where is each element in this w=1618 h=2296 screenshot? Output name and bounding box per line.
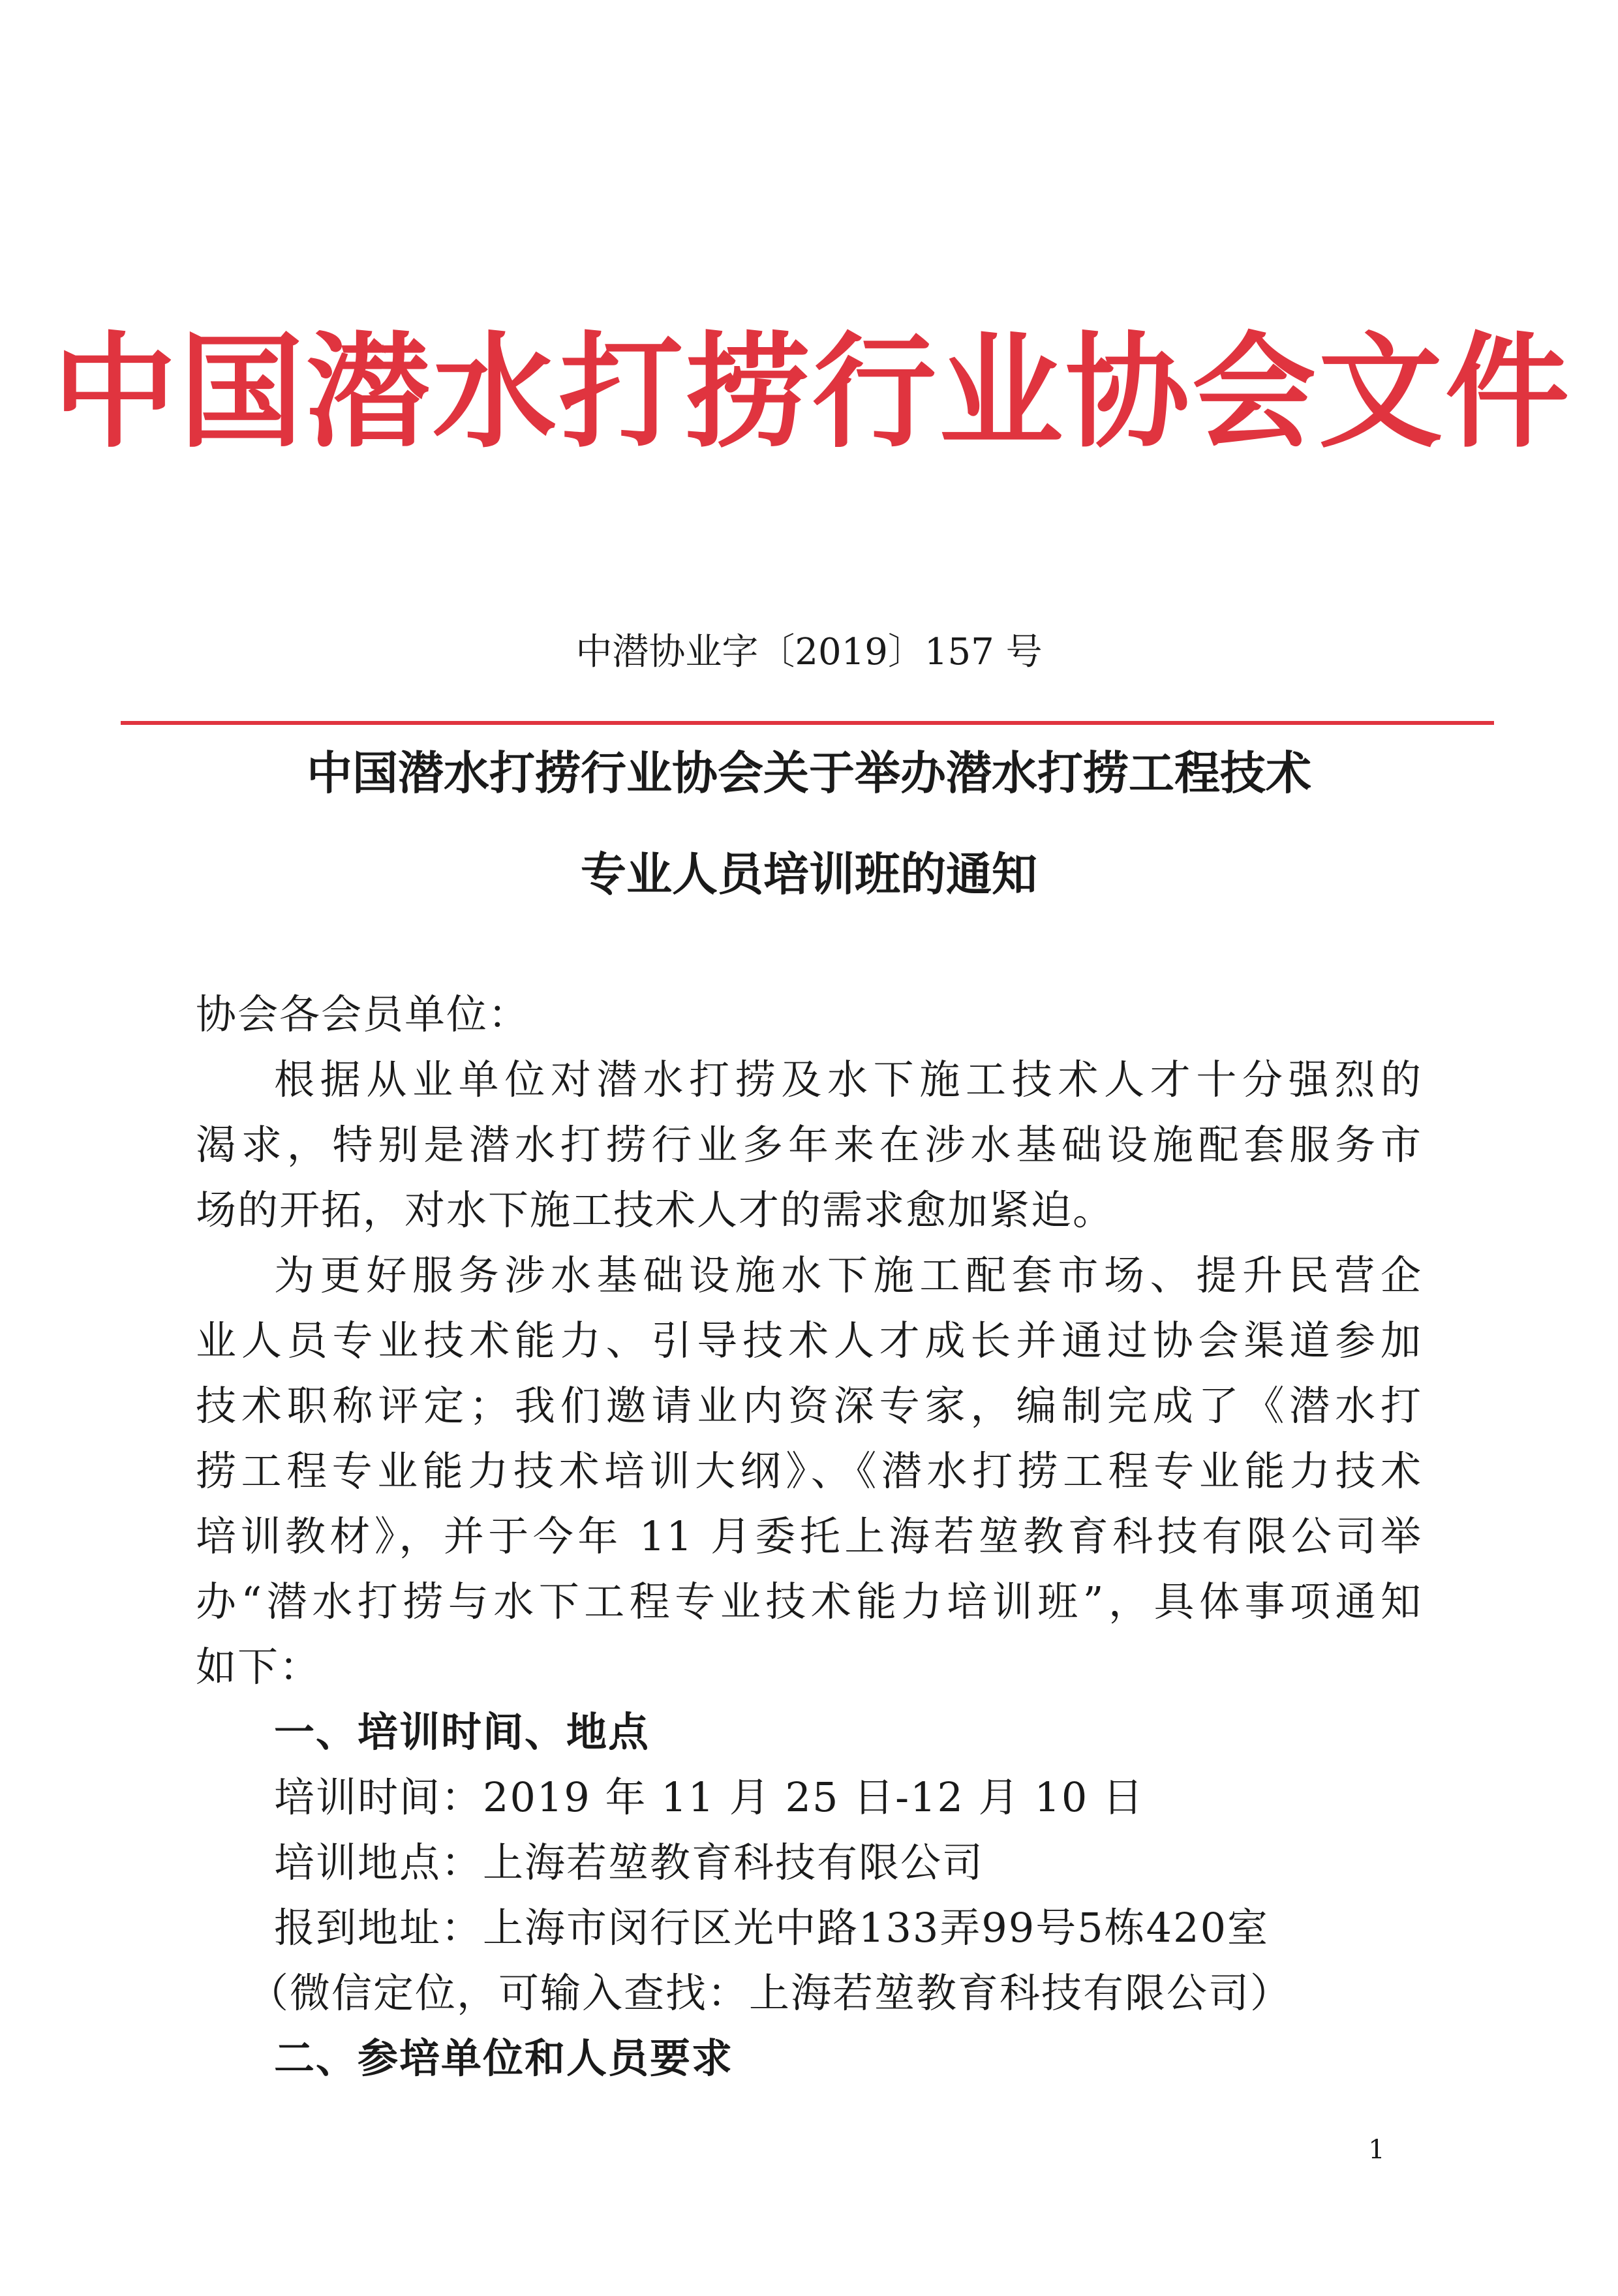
paragraph-2-line-6: 办“潜水打捞与水下工程专业技术能力培训班”，具体事项通知	[196, 1578, 1422, 1625]
notice-title-line-1: 中国潜水打捞行业协会关于举办潜水打捞工程技术	[307, 746, 1311, 800]
section-2-heading: 二、参培单位和人员要求	[274, 2034, 734, 2082]
paragraph-2-line-5: 培训教材》，并于今年 11 月委托上海若堃教育科技有限公司举	[196, 1512, 1422, 1560]
paragraph-2-line-2: 业人员专业技术能力、引导技术人才成长并通过协会渠道参加	[196, 1317, 1422, 1364]
paragraph-2-line-1: 为更好服务涉水基础设施水下施工配套市场、提升民营企	[274, 1251, 1422, 1299]
masthead-title: 中国潜水打捞行业协会文件	[53, 320, 1572, 465]
notice-title-line-2: 专业人员培训班的通知	[581, 848, 1037, 901]
section-1-heading: 一、培训时间、地点	[274, 1708, 650, 1756]
paragraph-1-line-2: 渴求，特别是潜水打捞行业多年来在涉水基础设施配套服务市	[196, 1121, 1422, 1169]
wechat-location-note: （微信定位，可输入查找：上海若堃教育科技有限公司）	[248, 1969, 1292, 2017]
paragraph-1-line-1: 根据从业单位对潜水打捞及水下施工技术人才十分强烈的	[274, 1056, 1422, 1103]
salutation: 协会各会员单位：	[196, 990, 530, 1038]
training-place: 培训地点：上海若堃教育科技有限公司	[274, 1839, 985, 1886]
paragraph-1-line-3: 场的开拓，对水下施工技术人才的需求愈加紧迫。	[196, 1186, 1115, 1234]
training-time: 培训时间：2019 年 11 月 25 日-12 月 10 日	[274, 1773, 1144, 1821]
page-number: 1	[1368, 2135, 1385, 2165]
paragraph-2-line-4: 捞工程专业能力技术培训大纲》、《潜水打捞工程专业能力技术	[196, 1447, 1422, 1495]
paragraph-2-line-7: 如下：	[196, 1643, 322, 1691]
registration-address: 报到地址：上海市闵行区光中路133弄99号5栋420室	[274, 1904, 1270, 1952]
paragraph-2-line-3: 技术职称评定；我们邀请业内资深专家，编制完成了《潜水打	[196, 1382, 1422, 1430]
document-number: 中潜协业字〔2019〕157 号	[575, 631, 1043, 673]
red-divider-rule	[121, 721, 1494, 725]
